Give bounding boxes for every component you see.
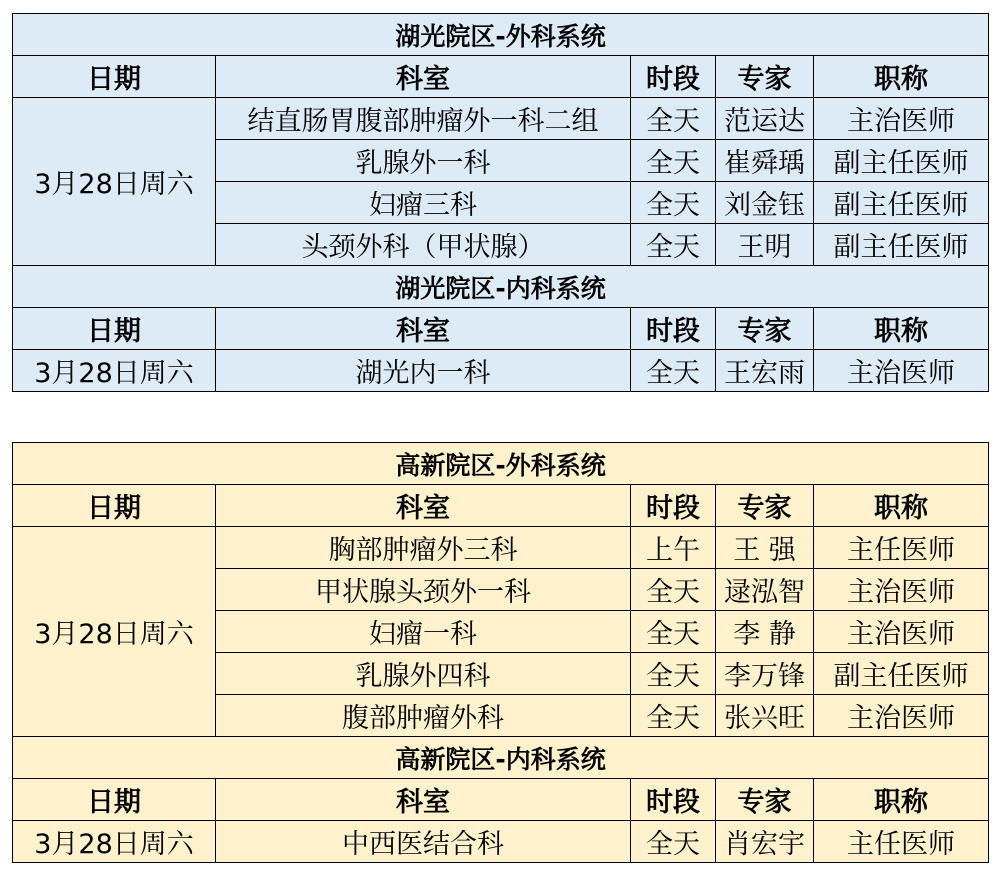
date-cell: 3月28日周六	[13, 98, 216, 266]
header-date: 日期	[13, 779, 216, 821]
header-expert: 专家	[716, 779, 814, 821]
expert-cell: 范运达	[716, 98, 814, 140]
dept-cell: 乳腺外一科	[216, 140, 631, 182]
time-cell: 全天	[631, 350, 716, 392]
gaoxin-schedule-table	[12, 442, 989, 863]
header-time: 时段	[631, 56, 716, 98]
header-dept: 科室	[216, 56, 631, 98]
huguang-schedule-table	[12, 13, 989, 392]
time-cell: 全天	[631, 611, 716, 653]
header-dept: 科室	[216, 485, 631, 527]
date-cell: 3月28日周六	[13, 527, 216, 737]
section-title: 高新院区-内科系统	[13, 737, 989, 779]
table-row	[13, 527, 989, 569]
header-row	[13, 485, 989, 527]
time-cell: 全天	[631, 98, 716, 140]
header-expert: 专家	[716, 56, 814, 98]
dept-cell: 妇瘤一科	[216, 611, 631, 653]
table-row	[13, 350, 989, 392]
header-date: 日期	[13, 56, 216, 98]
time-cell: 上午	[631, 527, 716, 569]
time-cell: 全天	[631, 569, 716, 611]
title-cell: 主任医师	[814, 821, 989, 863]
header-dept: 科室	[216, 308, 631, 350]
expert-cell: 刘金钰	[716, 182, 814, 224]
title-cell: 副主任医师	[814, 224, 989, 266]
dept-cell: 胸部肿瘤外三科	[216, 527, 631, 569]
section-title-row	[13, 14, 989, 56]
header-time: 时段	[631, 308, 716, 350]
time-cell: 全天	[631, 653, 716, 695]
expert-cell: 逯泓智	[716, 569, 814, 611]
expert-cell: 李万锋	[716, 653, 814, 695]
dept-cell: 结直肠胃腹部肿瘤外一科二组	[216, 98, 631, 140]
header-row	[13, 779, 989, 821]
dept-cell: 甲状腺头颈外一科	[216, 569, 631, 611]
section-title: 高新院区-外科系统	[13, 443, 989, 485]
header-date: 日期	[13, 308, 216, 350]
title-cell: 主治医师	[814, 611, 989, 653]
time-cell: 全天	[631, 695, 716, 737]
header-row	[13, 56, 989, 98]
section-title-row	[13, 737, 989, 779]
title-cell: 主治医师	[814, 695, 989, 737]
expert-cell: 李 静	[716, 611, 814, 653]
title-cell: 主任医师	[814, 527, 989, 569]
header-title: 职称	[814, 308, 989, 350]
header-title: 职称	[814, 485, 989, 527]
expert-cell: 王明	[716, 224, 814, 266]
expert-cell: 肖宏宇	[716, 821, 814, 863]
expert-cell: 张兴旺	[716, 695, 814, 737]
dept-cell: 腹部肿瘤外科	[216, 695, 631, 737]
dept-cell: 妇瘤三科	[216, 182, 631, 224]
expert-cell: 王宏雨	[716, 350, 814, 392]
expert-cell: 崔舜瑀	[716, 140, 814, 182]
header-expert: 专家	[716, 485, 814, 527]
date-cell: 3月28日周六	[13, 821, 216, 863]
time-cell: 全天	[631, 182, 716, 224]
time-cell: 全天	[631, 140, 716, 182]
section-title-row	[13, 266, 989, 308]
header-expert: 专家	[716, 308, 814, 350]
header-title: 职称	[814, 56, 989, 98]
time-cell: 全天	[631, 821, 716, 863]
title-cell: 主治医师	[814, 569, 989, 611]
dept-cell: 中西医结合科	[216, 821, 631, 863]
dept-cell: 湖光内一科	[216, 350, 631, 392]
section-title-row	[13, 443, 989, 485]
dept-cell: 头颈外科（甲状腺）	[216, 224, 631, 266]
header-dept: 科室	[216, 779, 631, 821]
title-cell: 主治医师	[814, 98, 989, 140]
title-cell: 主治医师	[814, 350, 989, 392]
date-cell: 3月28日周六	[13, 350, 216, 392]
title-cell: 副主任医师	[814, 140, 989, 182]
time-cell: 全天	[631, 224, 716, 266]
table-row	[13, 821, 989, 863]
section-title: 湖光院区-外科系统	[13, 14, 989, 56]
header-date: 日期	[13, 485, 216, 527]
section-title: 湖光院区-内科系统	[13, 266, 989, 308]
title-cell: 副主任医师	[814, 182, 989, 224]
header-time: 时段	[631, 485, 716, 527]
header-title: 职称	[814, 779, 989, 821]
header-time: 时段	[631, 779, 716, 821]
header-row	[13, 308, 989, 350]
title-cell: 副主任医师	[814, 653, 989, 695]
table-row	[13, 98, 989, 140]
expert-cell: 王 强	[716, 527, 814, 569]
dept-cell: 乳腺外四科	[216, 653, 631, 695]
